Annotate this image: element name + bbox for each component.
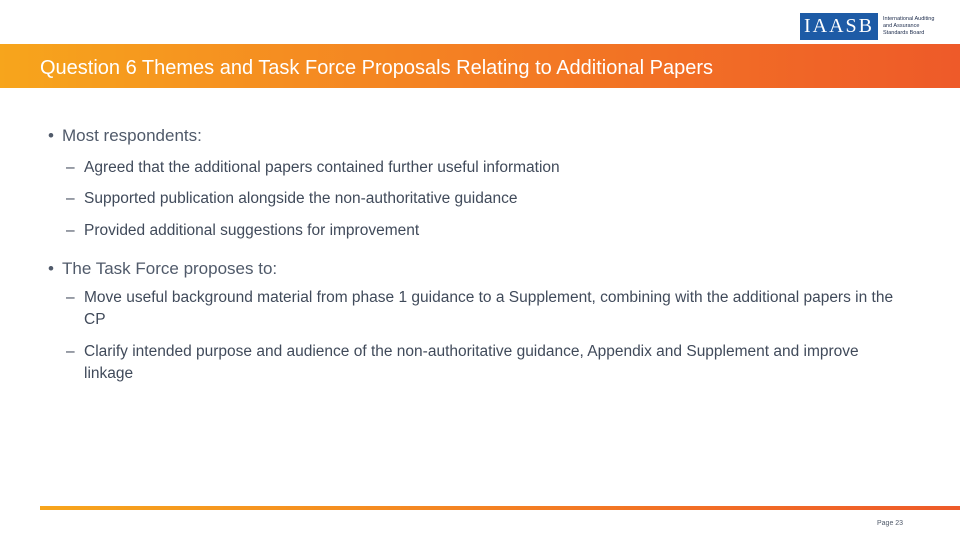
dash-marker: – [66, 222, 75, 239]
sub-bullet-text: Provided additional suggestions for improvement [84, 222, 420, 239]
iaasb-logo [800, 13, 945, 40]
bullet-item [48, 126, 202, 146]
sub-bullet-item [66, 341, 904, 385]
logo-line-2: and Assurance [883, 23, 920, 29]
sub-bullet-item [66, 220, 904, 242]
bullet-marker: • [48, 259, 54, 278]
slide-title: Question 6 Themes and Task Force Proposals Relating to Additional Papers [40, 57, 713, 79]
footer-divider [40, 506, 960, 510]
bullet-marker: • [48, 126, 54, 145]
logo-fullname [883, 16, 945, 37]
page-number: Page 23 [877, 520, 904, 527]
sub-bullet-item [66, 287, 904, 331]
title-bar [0, 44, 960, 88]
sub-bullet-text: Clarify intended purpose and audience of the non-authoritative guidance, Appendix and Supplement and improve linkage [84, 343, 859, 382]
sub-bullet-text: Move useful background material from phase 1 guidance to a Supplement, combining with the additional papers in the CP [84, 289, 894, 328]
bullet-text: The Task Force proposes to: [62, 259, 278, 278]
logo-line-3: Standards Board [883, 30, 925, 36]
dash-marker: – [66, 343, 75, 360]
logo-acronym: IAASB [800, 13, 878, 40]
sub-bullet-text: Supported publication alongside the non-authoritative guidance [84, 190, 518, 207]
dash-marker: – [66, 190, 75, 207]
bullet-text: Most respondents: [62, 126, 202, 145]
dash-marker: – [66, 159, 75, 176]
bullet-item [48, 259, 277, 279]
sub-bullet-item [66, 157, 904, 179]
sub-bullet-item [66, 188, 904, 210]
sub-bullet-text: Agreed that the additional papers contained further useful information [84, 159, 560, 176]
dash-marker: – [66, 289, 75, 306]
logo-line-1: International Auditing [883, 16, 935, 22]
